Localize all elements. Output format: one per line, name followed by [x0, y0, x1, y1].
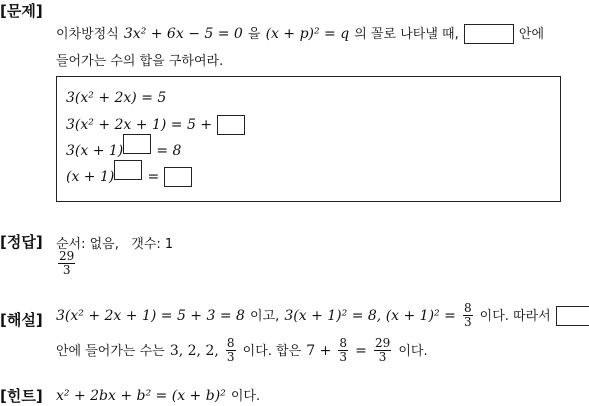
hint-line: x² + 2bx + b² = (x + b)² 이다.: [56, 388, 261, 404]
problem-line-1: [56, 23, 544, 44]
answer-fraction: $\frac{29}{3}$: [59, 249, 75, 277]
blank-box: [123, 134, 151, 154]
solution-line-2: 안에 들어가는 수는 3, 2, 2, $\frac{8}{3}$ 이다. 합은 7 + $\frac{8}{3}$ = $\frac{29}{3}$ 이다.: [56, 336, 428, 364]
solution-tag: [해설]: [0, 311, 43, 329]
problem-text: 안에: [518, 27, 545, 42]
equation-step-3: 3(x + 1) = 8: [66, 140, 181, 161]
equation-step-2: 3(x² + 2x + 1) = 5 +: [66, 114, 245, 135]
equation-step-1: 3(x² + 2x) = 5: [66, 90, 167, 106]
blank-box: [556, 306, 589, 326]
blank-box: [217, 115, 245, 135]
blank-box: [464, 24, 514, 44]
problem-text: 을: [247, 27, 261, 42]
blank-box: [164, 167, 192, 187]
hint-tag: [힌트]: [0, 387, 43, 405]
blank-box: [114, 160, 142, 180]
problem-line-2: 들어가는 수의 합을 구하여라.: [56, 54, 224, 69]
problem-text: 이차방정식: [56, 27, 119, 42]
problem-tag: [문제]: [0, 2, 43, 20]
answer-tag: [정답]: [0, 233, 43, 251]
equation-step-4: (x + 1) =: [66, 166, 192, 187]
problem-form: (x + p)² = q: [265, 26, 350, 42]
solution-line-1: 3(x² + 2x + 1) = 5 + 3 = 8 이고, 3(x + 1)² = 8, (x + 1)² = $\frac{8}{3}$ 이다. 따라서: [56, 302, 589, 329]
problem-equation: 3x² + 6x − 5 = 0: [123, 26, 243, 42]
answer-meta: 순서: 없음, 갯수: 1: [56, 237, 174, 252]
problem-text: 의 꼴로 나타낼 때,: [354, 27, 459, 42]
